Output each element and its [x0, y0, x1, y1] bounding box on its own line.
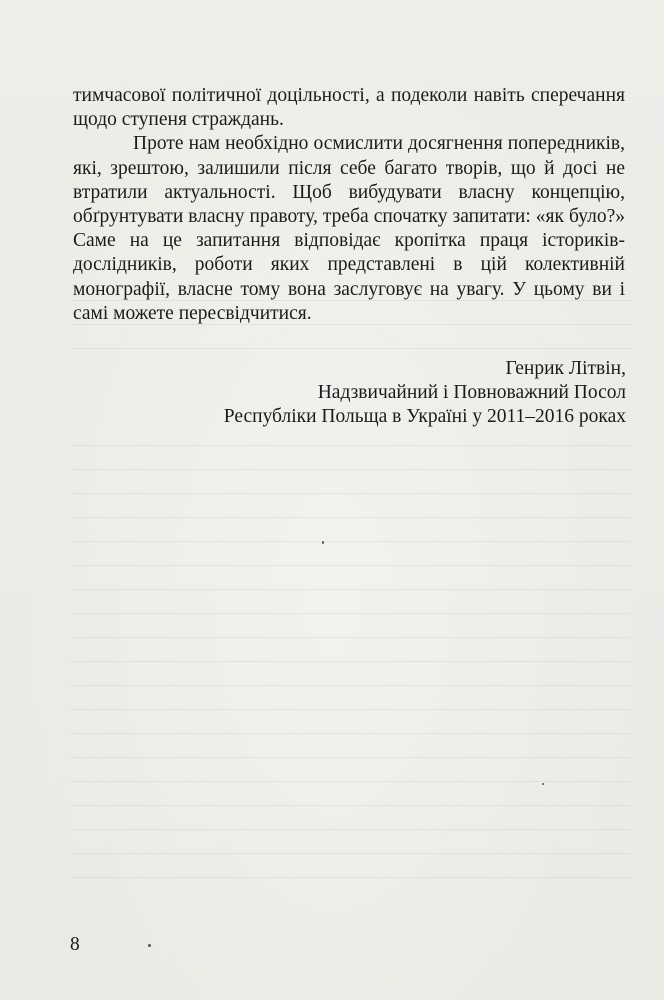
show-through-line [70, 348, 630, 349]
signature-name: Генрик Літвін, [505, 358, 626, 379]
show-through-line [70, 685, 630, 686]
paper-speck [542, 783, 544, 785]
paper-speck [322, 541, 324, 544]
paragraph-main: Проте нам необхідно осмислити досягнення попередників, які, зрештою, залишили після себе багато творів, що й досі не втратили актуальності. Щоб вибудувати власну концепцію, обґрунтувати власну правоту, треба спочатку запитати: «як було?» Саме на це запитання відповідає кропітка праця істориків-дослідників, роботи яких представлені в цій колективній монографії, власне тому вона заслуговує на увагу. У цьому ви і самі можете пересвідчитися. [73, 133, 625, 324]
signature-position: Республіки Польща в Україні у 2011–2016 роках [223, 406, 626, 428]
show-through-line [70, 709, 630, 710]
show-through-line [70, 445, 630, 446]
body-text [73, 84, 625, 326]
show-through-line [70, 853, 630, 854]
paper-speck [148, 944, 151, 947]
show-through-line [70, 805, 630, 806]
show-through-line [70, 565, 630, 566]
show-through-line [70, 781, 630, 782]
show-through-line [70, 757, 630, 758]
show-through-line [70, 733, 630, 734]
show-through-line [70, 493, 630, 494]
show-through-line [70, 637, 630, 638]
page-number: 8 [70, 934, 80, 955]
signature-title: Надзвичайний і Повноважний Посол [317, 382, 626, 404]
show-through-line [70, 589, 630, 590]
show-through-line [70, 613, 630, 614]
paragraph-continuation: тимчасової політичної доцільності, а подеколи навіть сперечання щодо ступеня страждань. [73, 85, 625, 131]
signature-block [66, 357, 626, 430]
show-through-line [70, 829, 630, 830]
show-through-line [70, 541, 630, 542]
show-through-line [70, 469, 630, 470]
show-through-line [70, 517, 630, 518]
show-through-line [70, 877, 630, 878]
show-through-line [70, 661, 630, 662]
